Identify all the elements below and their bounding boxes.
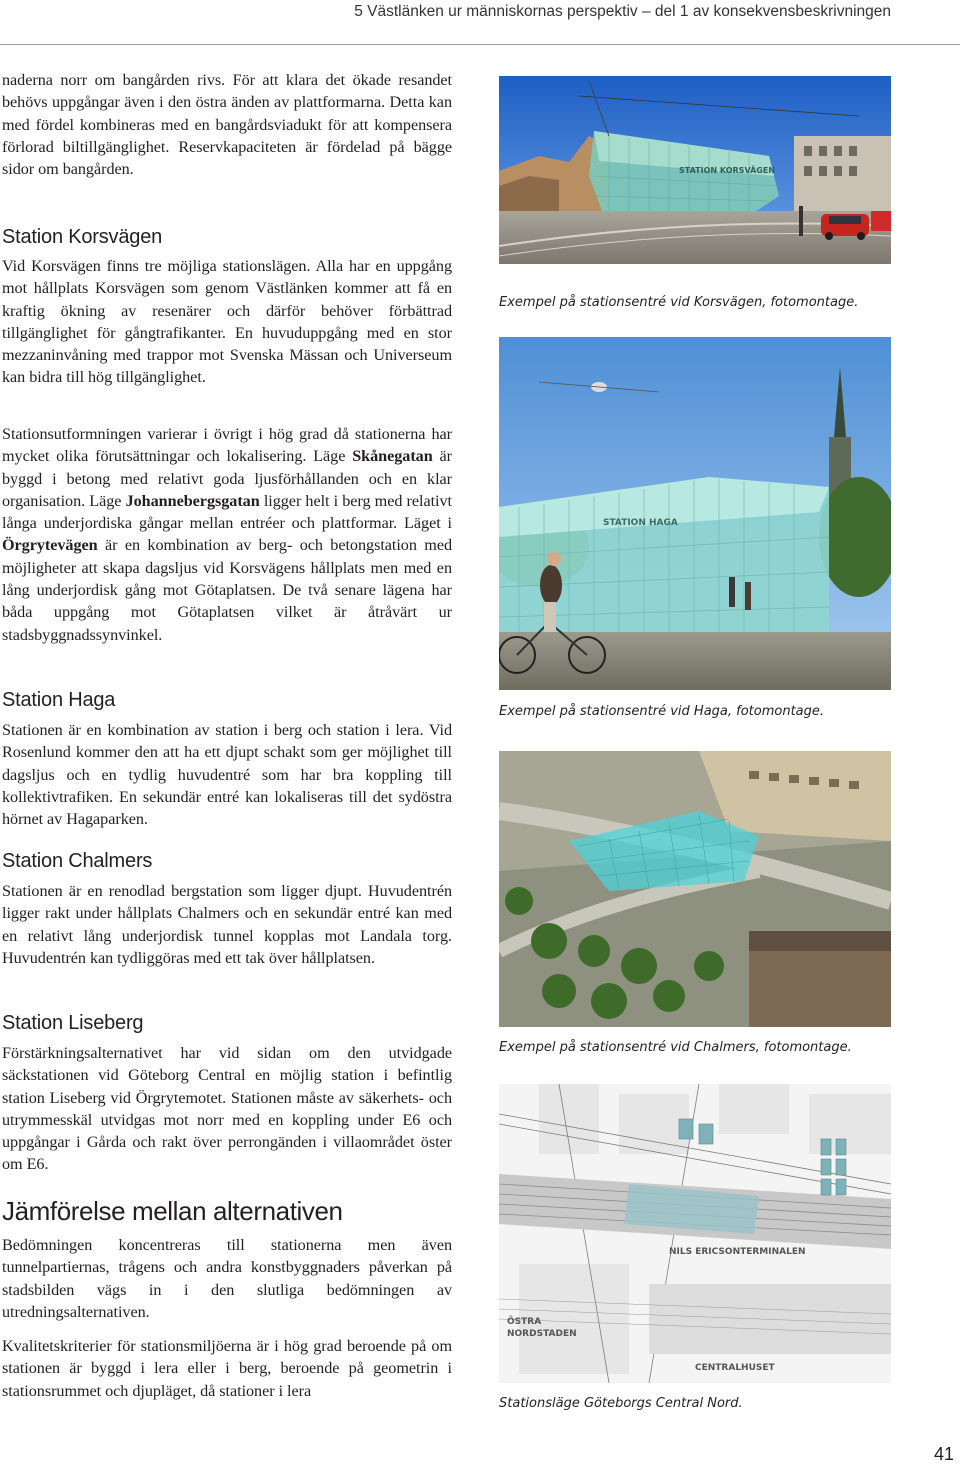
korsvagen-heading: Station Korsvägen <box>2 226 163 248</box>
korsvagen-section <box>2 225 452 249</box>
haga-paragraph: Stationen är en kombination av station i berg och station i lera. Vid Rosenlund kommer den att ha ett djupt schakt som ger möjlighet till dagsljus och en tydlig huvudentré som har bra koppling till kollektivtrafiken. En sekundär entré kan lokaliseras till det sydöstra hörnet av Hagaparken. <box>2 721 452 829</box>
comparison-section <box>2 1196 452 1226</box>
haga-photo <box>499 337 891 690</box>
chalmers-paragraph: Stationen är en renodlad bergstation som ligger djupt. Huvudentrén ligger rakt under hållplats Chalmers och en sekundär entré kan med en relativt lång underjordisk tunnel kopplas mot Landala torg. Huvudentrén kan tydliggöras med ett tak över hållplatsen. <box>2 882 452 967</box>
chalmers-heading: Station Chalmers <box>2 850 153 872</box>
p2-text-d: ligger helt i berg med relativt långa underjordiska gångar mellan entréer och plattformar. Läget i <box>2 491 452 533</box>
comparison-p1-block <box>2 1234 452 1323</box>
p2-text-a: Stationsutformningen varierar i övrigt i hög grad då stationerna har mycket olika förutsättningar och lokalisering. Läge <box>2 425 452 466</box>
korsvagen-photo <box>499 76 891 264</box>
label-orgrytevagen: Örgrytevägen <box>2 536 98 555</box>
liseberg-block <box>2 1042 452 1176</box>
central-map <box>499 1084 891 1383</box>
comparison-heading: Jämförelse mellan alternativen <box>2 1196 343 1226</box>
liseberg-section <box>2 1011 452 1035</box>
central-nord-plan <box>499 1084 891 1383</box>
liseberg-paragraph: Förstärkningsalternativet har vid sidan om den utvidgade säckstationen vid Göteborg Central en möjlig station i befintlig station Liseberg vid Örgrytemotet. Stationen måste av säkerhets- och utrymmesskäl utvidgas mot norr med en koppling under E6 och uppgångar i Gårda och rakt över perrongänden i villaområdet öster om E6. <box>2 1044 452 1174</box>
comparison-paragraph-1: Bedömningen koncentreras till stationerna men även tunnelpartiernas, trågens och andra konstbyggnaders påverkan på stadsbilden vägs in i den slutliga bedömningen av utredningsalternativen. <box>2 1236 452 1321</box>
central-caption: Stationsläge Göteborgs Central Nord. <box>499 1396 743 1411</box>
comparison-paragraph-2: Kvalitetskriterier för stationsmiljöerna är i hög grad beroende på om stationen är byggd i lera eller i berg, beroende på geometrin i stationsrummet och djupläget, då stationer i lera <box>2 1337 452 1400</box>
chalmers-photomontage <box>499 751 891 1027</box>
map-label-ostra-2: NORDSTADEN <box>507 1329 577 1339</box>
map-label-terminal: NILS ERICSONTERMINALEN <box>669 1247 806 1257</box>
chalmers-block <box>2 880 452 969</box>
haga-caption: Exempel på stationsentré vid Haga, fotomontage. <box>499 704 825 719</box>
haga-section <box>2 688 452 712</box>
intro-block <box>2 69 452 180</box>
chalmers-caption: Exempel på stationsentré vid Chalmers, fotomontage. <box>499 1040 852 1055</box>
liseberg-heading: Station Liseberg <box>2 1012 144 1034</box>
haga-block <box>2 719 452 830</box>
korsvagen-paragraph-1: Vid Korsvägen finns tre möjliga stationslägen. Alla har en uppgång mot hållplats Korsvägen som genom Västlänken kommer att få en kraftig ökning av resenärer och därför behöver förbättrad tillgänglighet för gångtrafikanter. En huvuduppgång med en stor mezzaninvåning med trappor mot Svenska Mässan och Universeum kan bidra till hög tillgänglighet. <box>2 257 452 387</box>
chalmers-photo <box>499 751 891 1027</box>
haga-heading: Station Haga <box>2 689 116 711</box>
korsvagen-photomontage <box>499 76 891 264</box>
korsvagen-p2-block <box>2 423 452 646</box>
map-label-ostra-1: ÖSTRA <box>507 1317 542 1327</box>
p2-text-e: är en kombination av berg- och betongstation med möjligheter att skapa dagsljus vid Korsvägens hållplats men med en lång underjordisk gång mot Götaplatsen. De två senare lägena har båda uppgång mot Götaplatsen vilket är åtråvärt ur stadsbyggnadssynvinkel. <box>2 536 452 644</box>
korsvagen-paragraph-2 <box>2 423 452 646</box>
label-johannebergsgatan: Johannebergsgatan <box>125 491 260 510</box>
chalmers-section <box>2 849 452 873</box>
running-title: 5 Västlänken ur människornas perspektiv – del 1 av konsekvensbeskrivningen <box>354 3 891 20</box>
intro-paragraph: naderna norr om bangården rivs. För att klara det ökade resandet behövs uppgångar även i den östra änden av plattformarna. Detta kan med fördel kombineras med en bangårdsviadukt för att kompensera förlorad biltillgänglighet. Reservkapaciteten är fördelad på bägge sidor om bangården. <box>2 71 452 179</box>
map-label-centralhuset: CENTRALHUSET <box>695 1363 775 1373</box>
label-skanegatan: Skånegatan <box>352 447 433 466</box>
korsvagen-p1-block <box>2 255 452 389</box>
page-number: 41 <box>933 1444 954 1464</box>
haga-sign: STATION HAGA <box>603 518 678 528</box>
korsvagen-caption: Exempel på stationsentré vid Korsvägen, fotomontage. <box>499 295 859 310</box>
p2-text-c: är byggd i betong med relativt goda ljusförhållanden och en klar organisation. Läge <box>2 447 452 510</box>
korsvagen-sign: STATION KORSVÄGEN <box>679 166 776 175</box>
haga-photomontage <box>499 337 891 690</box>
comparison-p2-block <box>2 1335 452 1402</box>
